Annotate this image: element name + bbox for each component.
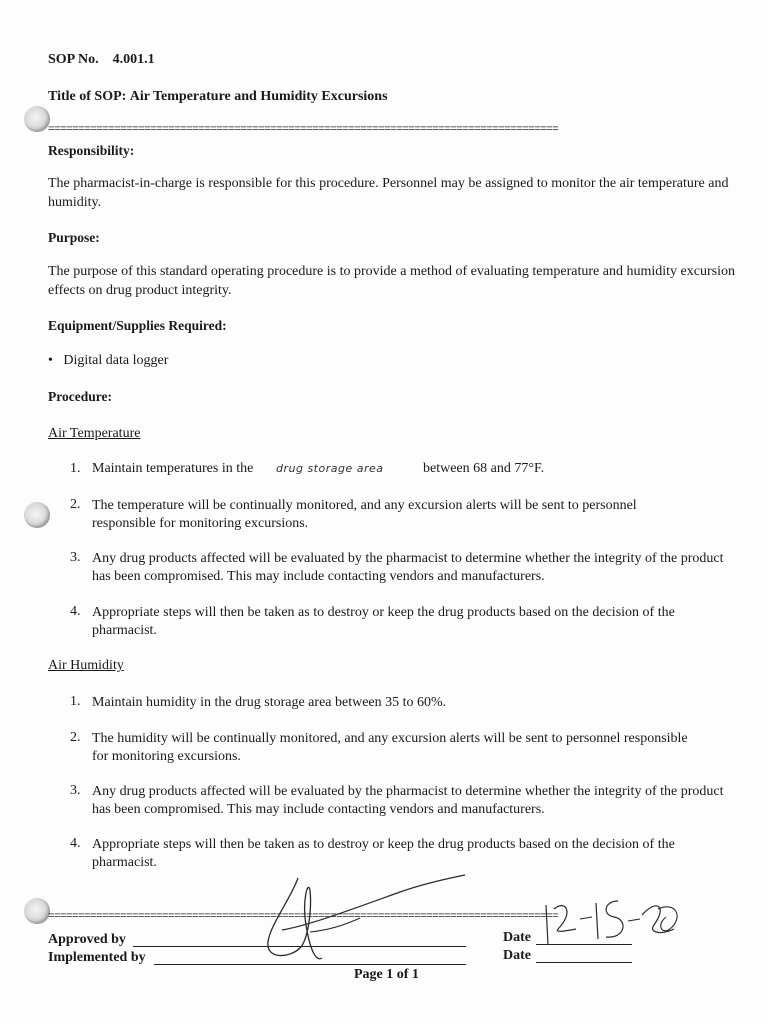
humidity-step-4-text: Appropriate steps will then be taken as to destroy or keep the drug products based on the decision of the pharmacist.	[92, 837, 675, 870]
punch-hole-top	[24, 106, 50, 132]
temp-step-3-text: Any drug products affected will be evaluated by the pharmacist to determine whether the integrity of the product has been compromised. This may include contacting vendors and manufacturers.	[92, 551, 724, 584]
footer-separator: =====================================================================================	[48, 911, 559, 923]
humidity-step-3-text: Any drug products affected will be evaluated by the pharmacist to determine whether the integrity of the product has been compromised. This may include contacting vendors and manufacturers.	[92, 784, 724, 817]
sop-number-label: SOP No.	[48, 52, 99, 67]
header-separator: =====================================================================================	[48, 124, 559, 136]
temp-step-1-text: Maintain temperatures in the	[92, 461, 254, 476]
temp-step-2-text: The temperature will be continually monitored, and any excursion alerts will be sent to personnel responsible for monitoring excursions.	[92, 498, 637, 531]
temp-step-3-number: 3.	[70, 550, 81, 565]
responsibility-text: The pharmacist-in-charge is responsible for this procedure. Personnel may be assigned to monitor the air temperature and humidity.	[48, 176, 729, 210]
equipment-list-item	[48, 353, 168, 369]
humidity-step-1-number: 1.	[70, 694, 81, 709]
air-temperature-heading: Air Temperature	[48, 426, 141, 441]
humidity-step-1-text: Maintain humidity in the drug storage area between 35 to 60%.	[92, 695, 447, 710]
temp-step-4-text: Appropriate steps will then be taken as to destroy or keep the drug products based on the decision of the pharmacist.	[92, 605, 675, 638]
humidity-step-3-number: 3.	[70, 783, 81, 798]
page-number: Page 1 of 1	[354, 967, 419, 982]
humidity-step-2-number: 2.	[70, 730, 81, 745]
sop-title-label: Title of SOP:	[48, 89, 127, 104]
equipment-item-text: Digital data logger	[63, 353, 169, 368]
equipment-heading: Equipment/Supplies Required:	[48, 318, 227, 333]
air-humidity-heading: Air Humidity	[48, 658, 124, 673]
sop-number-value: 4.001.1	[112, 52, 155, 67]
sop-title-value: Air Temperature and Humidity Excursions	[129, 89, 388, 104]
purpose-text: The purpose of this standard operating procedure is to provide a method of evaluating temperature and humidity excursion effects on drug product integrity.	[48, 264, 735, 298]
purpose-heading: Purpose:	[48, 230, 100, 245]
temp-step-1-number: 1.	[70, 461, 81, 476]
humidity-step-2-text: The humidity will be continually monitored, and any excursion alerts will be sent to personnel responsible for monitoring excursions.	[92, 731, 688, 764]
implemented-by-label: Implemented by	[48, 950, 146, 965]
responsibility-heading: Responsibility:	[48, 143, 135, 158]
date-label-2: Date	[503, 948, 531, 963]
signature-graphic	[250, 870, 490, 970]
temp-step-2-number: 2.	[70, 497, 81, 512]
date-line-2	[536, 962, 632, 963]
handwritten-date-graphic	[536, 895, 686, 955]
date-label-1: Date	[503, 930, 531, 945]
sop-number	[48, 52, 155, 68]
punch-hole-bottom	[24, 898, 50, 924]
procedure-heading: Procedure:	[48, 389, 112, 404]
temp-step-4-number: 4.	[70, 604, 81, 619]
punch-hole-middle	[24, 502, 50, 528]
humidity-step-4-number: 4.	[70, 836, 81, 851]
temp-step-1-handwritten: drug storage area	[276, 462, 384, 475]
sop-title	[48, 89, 388, 105]
temp-step-1-text-end: between 68 and 77°F.	[423, 461, 545, 476]
bullet-icon: •	[48, 353, 64, 368]
approved-by-label: Approved by	[48, 932, 126, 947]
